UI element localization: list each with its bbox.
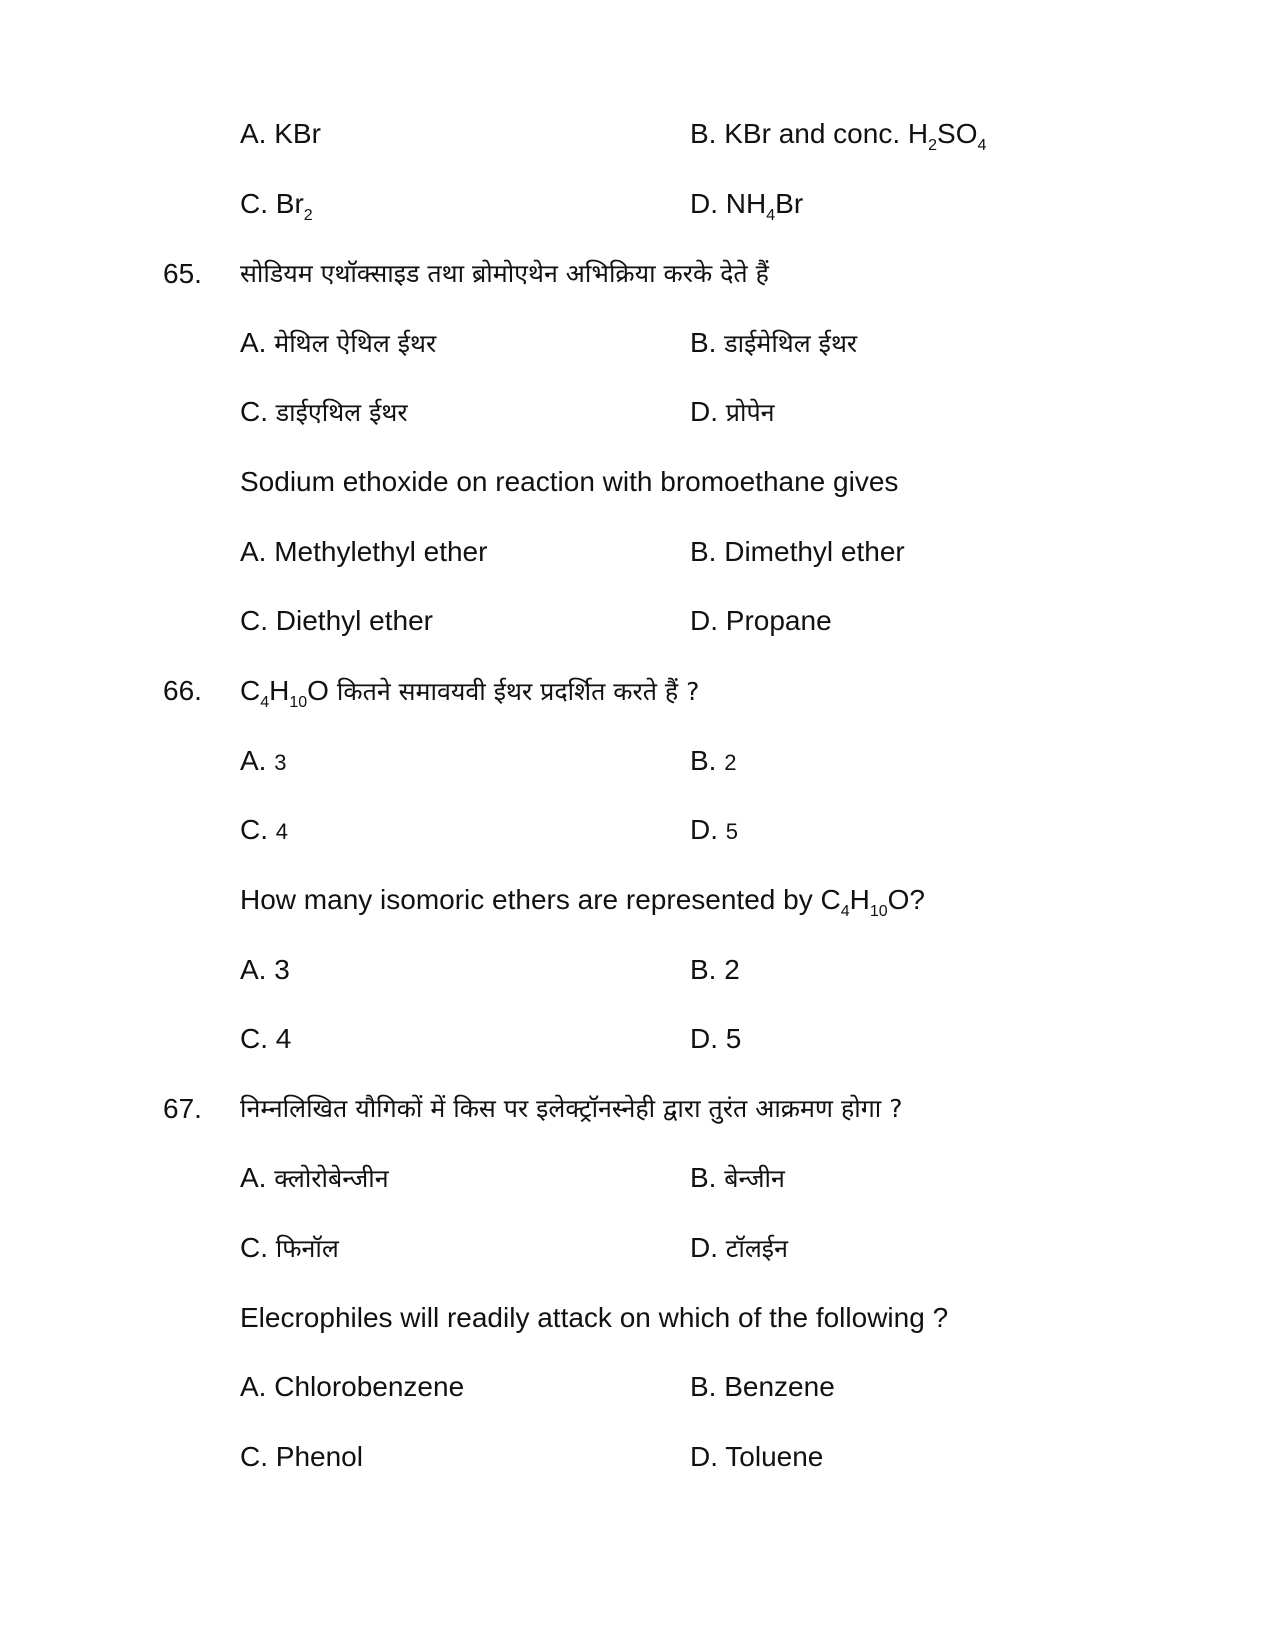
q64-option-c: C. $Br_2$: [240, 188, 313, 224]
q67-question-english: Elecrophiles will readily attack on which of the following ?: [240, 1302, 949, 1333]
q66-question-english: How many isomoric ethers are represented by $C_4H_{10}O$?: [240, 884, 925, 920]
q65-option-b-hindi: B. डाईमेथिल ईथर: [690, 327, 858, 358]
q66-option-c-english: C. 4: [240, 1023, 292, 1054]
q65-option-a-english: A. Methylethyl ether: [240, 536, 488, 567]
q65-option-d-hindi: D. प्रोपेन: [690, 396, 775, 427]
q67-option-c-english: C. Phenol: [240, 1441, 363, 1472]
q65-option-d-english: D. Propane: [690, 605, 832, 636]
q65-question-english: Sodium ethoxide on reaction with bromoethane gives: [240, 466, 899, 497]
q67-option-a-english: A. Chlorobenzene: [240, 1371, 465, 1402]
q67-question-hindi: निम्नलिखित यौगिकों में किस पर इलेक्ट्रॉनस्नेही द्वारा तुरंत आक्रमण होगा ?: [240, 1094, 903, 1123]
q66-option-d-english: D. 5: [690, 1023, 742, 1054]
q67-option-b-hindi: B. बेन्जीन: [690, 1162, 785, 1193]
q64-option-a: A. KBr: [240, 118, 321, 149]
q66-question-hindi: $C_4H_{10}O$ कितने समावयवी ईथर प्रदर्शित करते हैं ?: [240, 675, 700, 711]
question-number: 65.: [163, 258, 202, 289]
question-number: 66.: [163, 675, 202, 706]
q65-option-c-english: C. Diethyl ether: [240, 605, 433, 636]
q67-option-d-hindi: D. टॉलईन: [690, 1232, 788, 1263]
q66-option-a-english: A. 3: [240, 954, 290, 985]
q66-option-b-english: B. 2: [690, 954, 740, 985]
q67-option-a-hindi: A. क्लोरोबेन्जीन: [240, 1162, 389, 1193]
q65-option-a-hindi: A. मेथिल ऐथिल ईथर: [240, 327, 437, 358]
q64-option-b: B. KBr and conc. $H_2SO_4$: [690, 118, 987, 154]
q67-option-d-english: D. Toluene: [690, 1441, 824, 1472]
question-number: 67.: [163, 1093, 202, 1124]
q66-option-a-hindi: A. 3: [240, 745, 287, 776]
q66-option-d-hindi: D. 5: [690, 814, 739, 845]
q67-option-c-hindi: C. फिनॉल: [240, 1232, 339, 1263]
q66-option-b-hindi: B. 2: [690, 745, 737, 776]
q65-option-c-hindi: C. डाईएथिल ईथर: [240, 396, 408, 427]
q67-option-b-english: B. Benzene: [690, 1371, 835, 1402]
q65-question-hindi: सोडियम एथॉक्साइड तथा ब्रोमोएथेन अभिक्रिया करके देते हैं: [240, 259, 769, 288]
q66-option-c-hindi: C. 4: [240, 814, 289, 845]
q65-option-b-english: B. Dimethyl ether: [690, 536, 905, 567]
q64-option-d: D. $NH_4Br$: [690, 188, 804, 224]
